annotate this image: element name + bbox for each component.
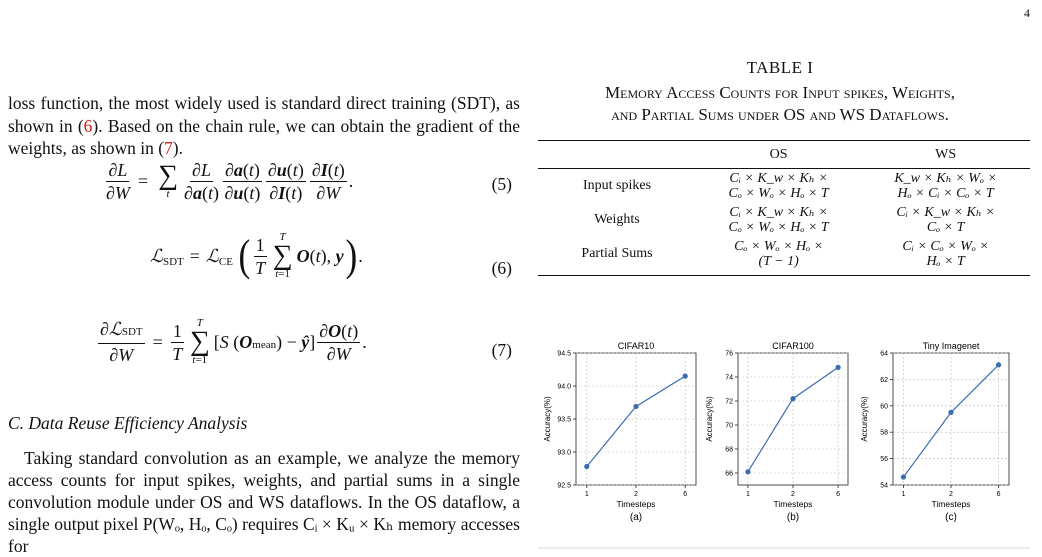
table-header-ws: WS xyxy=(861,141,1030,169)
accuracy-figures xyxy=(538,336,1030,552)
x-axis-label: Timesteps xyxy=(616,499,656,509)
memory-access-table xyxy=(538,140,1030,276)
analysis-paragraph: Taking standard convolution as an example, we analyze the memory access counts for input spikes, weights, and partial sums in a single convolution module under OS and WS dataflows. In the OS dataflow, a single output pixel P(Wₒ, Hₒ, Cₒ) requires Cᵢ × Kᵤ × Kₕ memory accesses for xyxy=(8,448,520,556)
y-axis-label: Accuracy(%) xyxy=(705,396,714,442)
chart-title: CIFAR100 xyxy=(772,341,814,351)
y-tick-label: 54 xyxy=(880,482,888,490)
data-point xyxy=(584,464,589,469)
table-header-empty xyxy=(538,141,696,169)
eq6-link[interactable]: 6 xyxy=(83,115,93,136)
x-tick-label: 2 xyxy=(791,491,795,498)
equation-5: $\frac{\partial L}{\partial W}$ = ∑ t $\frac{\partial L}{\partial a(t)}$ $\frac{\partial a(t)}{\partial u(t)}$ $\frac{\partial u(t)}{\partial I(t)}$ $\frac{\partial I(t)}{\partial W}$ . xyxy=(106,160,354,203)
x-tick-label: 1 xyxy=(745,491,750,498)
series-line xyxy=(748,367,838,471)
table-label: TABLE I xyxy=(746,58,814,77)
panel-label: (a) xyxy=(629,512,643,523)
x-tick-label: 6 xyxy=(683,491,688,498)
data-point xyxy=(745,469,750,474)
row-label: Partial Sums xyxy=(538,237,696,276)
x-axis-label: Timesteps xyxy=(773,499,813,509)
equation-5-number: (5) xyxy=(491,174,512,194)
y-tick-label: 74 xyxy=(725,374,733,382)
table-caption: Memory Access Counts for Input spikes, Weights, and Partial Sums under OS and WS Dataflows. xyxy=(605,83,955,124)
y-tick-label: 76 xyxy=(725,350,733,358)
x-axis-label: Timesteps xyxy=(931,499,971,509)
y-tick-label: 66 xyxy=(725,470,733,478)
y-tick-label: 60 xyxy=(880,403,888,411)
accuracy-charts xyxy=(538,336,1030,552)
eq7-link[interactable]: 7 xyxy=(164,138,173,158)
data-point xyxy=(790,396,795,401)
row-label: Weights xyxy=(594,212,640,227)
equation-6-number: (6) xyxy=(491,258,512,278)
y-tick-label: 70 xyxy=(725,422,733,430)
x-tick-label: 2 xyxy=(949,491,953,498)
data-point xyxy=(996,362,1001,367)
x-tick-label: 1 xyxy=(901,491,906,498)
intro-paragraph: loss function, the most widely used is standard direct training (SDT), as shown in (6). Based on the chain rule, we can obtain the gradient of the weights, as shown in (7). xyxy=(8,93,521,158)
data-point xyxy=(836,365,841,370)
data-point xyxy=(901,474,906,479)
x-tick-label: 6 xyxy=(836,491,841,498)
data-point xyxy=(683,374,688,379)
y-axis-label: Accuracy(%) xyxy=(860,396,869,442)
y-tick-label: 62 xyxy=(880,376,888,384)
y-tick-label: 56 xyxy=(880,456,888,464)
y-tick-label: 92.5 xyxy=(557,482,571,490)
table-header-os: OS xyxy=(696,141,861,169)
y-tick-label: 68 xyxy=(725,446,733,454)
table-row: Weights Cᵢ × K_w × Kₕ × Cₒ × Wₒ × Hₒ × T Cᵢ × K_w × Kₕ × Cₒ × T xyxy=(538,203,1030,237)
table-row: Partial Sums Cₒ × Wₒ × Hₒ × (T − 1) Cᵢ × Cₒ × Wₒ × Hₒ × T xyxy=(538,237,1030,276)
panel-label: (c) xyxy=(945,512,957,523)
page-number: 4 xyxy=(1024,6,1030,20)
y-tick-label: 93.0 xyxy=(557,449,571,457)
equation-6: ℒ SDT = ℒ CE ( $\frac{1}{T}$ T ∑ t=1 O (t), y ) . xyxy=(150,231,363,280)
data-point xyxy=(633,404,638,409)
y-tick-label: 72 xyxy=(725,398,733,406)
equation-7-number: (7) xyxy=(491,340,512,360)
y-tick-label: 94.5 xyxy=(557,350,571,358)
x-tick-label: 2 xyxy=(634,491,638,498)
y-tick-label: 64 xyxy=(880,350,888,358)
y-tick-label: 93.5 xyxy=(557,416,571,424)
panel-label: (b) xyxy=(786,512,800,523)
y-tick-label: 58 xyxy=(880,429,888,437)
section-heading: C. Data Reuse Efficiency Analysis xyxy=(8,413,248,433)
data-point xyxy=(948,410,953,415)
equation-7: $\frac{\text{∂ℒSDT}}{\partial W}$ = $\frac{1}{T}$ T ∑ t=1 [S (Omean) − ŷ] $\frac{\partial O(t)}{\partial W}$ . xyxy=(100,317,367,366)
x-tick-label: 6 xyxy=(996,491,1001,498)
y-tick-label: 94.0 xyxy=(557,383,571,391)
row-label: Input spikes xyxy=(582,178,652,193)
chart-title: Tiny Imagenet xyxy=(922,341,980,351)
x-tick-label: 1 xyxy=(584,491,589,498)
chart-title: CIFAR10 xyxy=(617,341,655,351)
y-axis-label: Accuracy(%) xyxy=(543,396,552,442)
table-row: Input spikes Cᵢ × K_w × Kₕ × Cₒ × Wₒ × Hₒ × T K_w × Kₕ × Wₒ × Hₒ × Cᵢ × Cₒ × T xyxy=(538,169,1030,204)
